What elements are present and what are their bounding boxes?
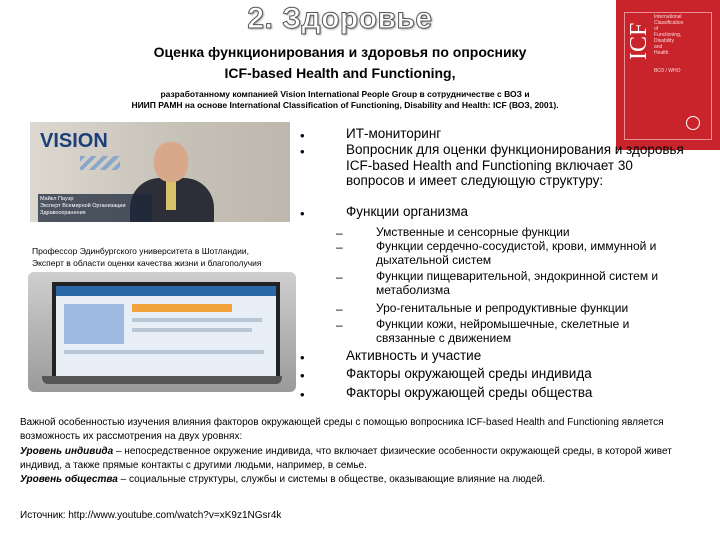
bullet-marker: •: [300, 144, 305, 159]
book-line: Health: [654, 50, 669, 56]
bullet-marker: •: [300, 350, 305, 365]
book-acronym: ICF: [626, 22, 652, 60]
screen-block: [64, 304, 124, 344]
sub-item-mental-sensory: Умственные и сенсорные функции: [376, 225, 570, 239]
sub-item-skin: Функции кожи, нейромышечные, скелетные и связанные с движением: [376, 317, 630, 345]
screen-block: [64, 350, 264, 354]
screen-block: [132, 318, 262, 322]
environment-paragraph: [20, 416, 710, 487]
video-caption: [38, 194, 152, 222]
caption-name: Майкл Пауэр: [40, 196, 74, 202]
screen-block: [132, 304, 232, 312]
photo-caption-line-2: Эксперт в области оценки качества жизни и благополучия: [32, 258, 262, 268]
level-individual-label: Уровень индивида: [20, 445, 114, 457]
speaker-tie: [166, 180, 176, 210]
page-title: 2. Здоровье: [247, 2, 433, 35]
book-line: Functioning,: [654, 32, 682, 38]
photo-caption-line-1: Профессор Эдинбургского университета в Шотландии,: [32, 246, 250, 256]
paragraph-intro: Важной особенностью изучения влияния факторов окружающей среды с помощью вопросника ICF-based Health and Functioning является возможность их рассмотрения на двух уровнях:: [20, 417, 664, 443]
dash-marker: –: [336, 318, 343, 332]
book-imprint: ВОЗ / WHO: [654, 68, 681, 74]
source-link[interactable]: Источник: http://www.youtube.com/watch?v=xK9z1NGsr4k: [20, 510, 282, 521]
book-title-lines: [654, 14, 683, 56]
sub-item-digestive: Функции пищеварительной, эндокринной систем и метаболизма: [376, 269, 659, 297]
bullet-marker: •: [300, 368, 305, 383]
level-society-text: – социальные структуры, службы и системы в обществе, оказывающие влияние на людей.: [117, 474, 546, 486]
sub-item-urogenital: Уро-генитальные и репродуктивные функции: [376, 301, 629, 315]
bullet-item-activity: Активность и участие: [346, 348, 482, 363]
video-frame[interactable]: [30, 122, 290, 222]
attribution-line-2: НИИП РАМН на основе International Classification of Functioning, Disability and Health: ICF (ВОЗ, 2001).: [131, 100, 559, 110]
laptop-image: [28, 272, 296, 392]
who-logo-icon: [686, 116, 700, 130]
book-line: and: [654, 44, 663, 50]
bullet-item-body-functions: Функции организма: [346, 204, 469, 219]
laptop-screen: [52, 282, 280, 380]
speaker-head: [154, 142, 188, 182]
subtitle-line-2: ICF-based Health and Functioning,: [224, 65, 456, 81]
level-society-label: Уровень общества: [20, 474, 118, 486]
sub-item-cardio: Функции сердечно-сосудистой, крови, иммунной и дыхательной систем: [376, 239, 657, 267]
dash-marker: –: [336, 240, 343, 254]
bullet-item-env-individual: Факторы окружающей среды индивида: [346, 366, 592, 381]
photo-caption: [32, 245, 302, 269]
vision-logo: VISION: [40, 130, 108, 152]
book-line: Classification: [654, 20, 684, 26]
screen-block: [132, 328, 252, 332]
dash-marker: –: [336, 270, 343, 284]
book-line: International: [654, 14, 682, 20]
level-individual-text: – непосредственное окружение индивида, что включает физические особенности окружающей среды, в которой живет индивид, а также прямые контакты с другими людьми, например, в семье.: [20, 445, 672, 471]
bullet-item-it-monitoring: ИТ-мониторинг: [346, 126, 442, 141]
screen-header-bar: [56, 286, 276, 296]
subtitle-line-1: Оценка функционирования и здоровья по опроснику: [153, 44, 527, 60]
bullet-marker: •: [300, 206, 305, 221]
caption-role: Эксперт Всемирной Организации Здравоохранения: [40, 203, 126, 216]
bullet-item-questionnaire: Вопросник для оценки функционирования и здоровья ICF-based Health and Functioning включает 30 вопросов и имеет следующую структуру:: [346, 142, 684, 188]
dash-marker: –: [336, 226, 343, 240]
attribution-line-1: разработанному компанией Vision International People Group в сотрудничестве с ВОЗ и: [160, 89, 530, 99]
bullet-marker: •: [300, 387, 305, 402]
laptop-base: [42, 376, 282, 384]
bullet-marker: •: [300, 128, 305, 143]
logo-arrows-icon: [80, 156, 120, 170]
bullet-item-env-society: Факторы окружающей среды общества: [346, 385, 593, 400]
dash-marker: –: [336, 302, 343, 316]
book-line: Disability: [654, 38, 675, 44]
book-line: of: [654, 26, 659, 32]
